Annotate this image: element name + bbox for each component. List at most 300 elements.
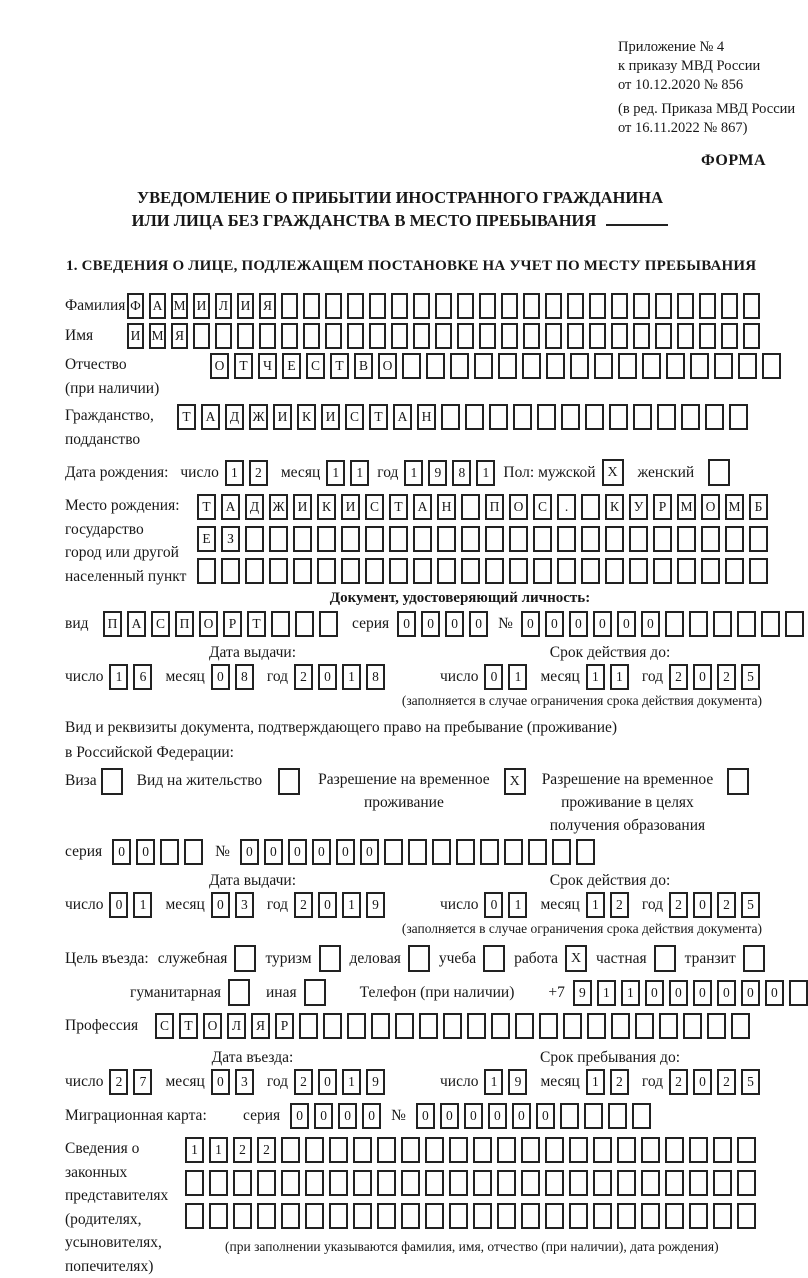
form-cell[interactable] xyxy=(587,1013,606,1039)
form-cell[interactable] xyxy=(737,1137,756,1163)
form-cell[interactable] xyxy=(581,526,600,552)
form-cell[interactable]: Т xyxy=(369,404,388,430)
form-cell[interactable]: 2 xyxy=(669,664,688,690)
form-cell[interactable]: 0 xyxy=(445,611,464,637)
form-cell[interactable]: К xyxy=(317,494,336,520)
form-cell[interactable] xyxy=(609,404,628,430)
form-cell[interactable] xyxy=(259,323,276,349)
form-cell[interactable] xyxy=(523,323,540,349)
form-cell[interactable] xyxy=(323,1013,342,1039)
form-cell[interactable]: 0 xyxy=(314,1103,333,1129)
form-cell[interactable] xyxy=(299,1013,318,1039)
form-cell[interactable] xyxy=(479,293,496,319)
form-cell[interactable] xyxy=(557,526,576,552)
form-cell[interactable]: 5 xyxy=(741,892,760,918)
form-cell[interactable] xyxy=(545,323,562,349)
form-cell[interactable]: 0 xyxy=(264,839,283,865)
form-cell[interactable]: 1 xyxy=(109,664,128,690)
form-cell[interactable] xyxy=(701,526,720,552)
form-cell[interactable] xyxy=(633,404,652,430)
form-cell[interactable] xyxy=(557,558,576,584)
form-cell[interactable] xyxy=(533,558,552,584)
form-cell[interactable] xyxy=(293,558,312,584)
form-cell[interactable] xyxy=(295,611,314,637)
form-cell[interactable]: 0 xyxy=(318,892,337,918)
form-cell[interactable] xyxy=(737,1203,756,1229)
form-cell[interactable]: 0 xyxy=(669,980,688,1006)
form-cell[interactable] xyxy=(594,353,613,379)
form-cell[interactable] xyxy=(329,1137,348,1163)
form-cell[interactable] xyxy=(523,293,540,319)
form-cell[interactable] xyxy=(641,1137,660,1163)
form-cell[interactable]: 0 xyxy=(645,980,664,1006)
form-cell[interactable]: С xyxy=(345,404,364,430)
form-cell[interactable] xyxy=(635,1013,654,1039)
form-cell[interactable]: Т xyxy=(177,404,196,430)
form-cell[interactable]: Т xyxy=(389,494,408,520)
form-cell[interactable]: О xyxy=(509,494,528,520)
form-cell[interactable]: 2 xyxy=(109,1069,128,1095)
form-cell[interactable]: 0 xyxy=(484,892,503,918)
form-cell[interactable] xyxy=(317,558,336,584)
form-cell[interactable]: М xyxy=(725,494,744,520)
form-cell[interactable] xyxy=(425,1203,444,1229)
form-cell[interactable] xyxy=(461,494,480,520)
form-cell[interactable]: С xyxy=(365,494,384,520)
form-cell[interactable] xyxy=(237,323,254,349)
form-cell[interactable]: 0 xyxy=(211,1069,230,1095)
form-cell[interactable] xyxy=(461,526,480,552)
form-cell[interactable] xyxy=(690,353,709,379)
form-cell[interactable] xyxy=(569,1170,588,1196)
form-cell[interactable] xyxy=(473,1137,492,1163)
form-cell[interactable]: 2 xyxy=(717,1069,736,1095)
form-cell[interactable] xyxy=(731,1013,750,1039)
form-cell[interactable] xyxy=(677,558,696,584)
form-cell[interactable] xyxy=(377,1137,396,1163)
form-cell[interactable] xyxy=(665,1203,684,1229)
form-cell[interactable] xyxy=(641,1203,660,1229)
form-cell[interactable] xyxy=(689,1203,708,1229)
form-cell[interactable] xyxy=(611,1013,630,1039)
form-cell[interactable] xyxy=(233,1170,252,1196)
form-cell[interactable] xyxy=(491,1013,510,1039)
form-cell[interactable] xyxy=(617,1137,636,1163)
form-cell[interactable]: 0 xyxy=(464,1103,483,1129)
form-cell[interactable] xyxy=(449,1170,468,1196)
form-cell[interactable]: 6 xyxy=(133,664,152,690)
form-cell[interactable]: 0 xyxy=(512,1103,531,1129)
form-cell[interactable]: И xyxy=(237,293,254,319)
form-cell[interactable] xyxy=(441,404,460,430)
form-cell[interactable] xyxy=(278,768,300,795)
form-cell[interactable]: 0 xyxy=(416,1103,435,1129)
form-cell[interactable] xyxy=(449,1137,468,1163)
form-cell[interactable]: П xyxy=(103,611,122,637)
form-cell[interactable]: 5 xyxy=(741,1069,760,1095)
form-cell[interactable] xyxy=(699,293,716,319)
form-cell[interactable]: К xyxy=(605,494,624,520)
form-cell[interactable]: Р xyxy=(223,611,242,637)
form-cell[interactable] xyxy=(642,353,661,379)
form-cell[interactable]: Ф xyxy=(127,293,144,319)
form-cell[interactable] xyxy=(545,1137,564,1163)
form-cell[interactable] xyxy=(521,1137,540,1163)
form-cell[interactable]: 0 xyxy=(693,1069,712,1095)
form-cell[interactable] xyxy=(305,1137,324,1163)
form-cell[interactable] xyxy=(485,526,504,552)
form-cell[interactable] xyxy=(593,1170,612,1196)
form-cell[interactable] xyxy=(683,1013,702,1039)
form-cell[interactable] xyxy=(560,1103,579,1129)
form-cell[interactable] xyxy=(567,323,584,349)
form-cell[interactable]: X xyxy=(504,768,526,795)
form-cell[interactable] xyxy=(257,1203,276,1229)
form-cell[interactable] xyxy=(197,558,216,584)
form-cell[interactable] xyxy=(617,1170,636,1196)
form-cell[interactable] xyxy=(513,404,532,430)
form-cell[interactable] xyxy=(271,611,290,637)
form-cell[interactable] xyxy=(546,353,565,379)
form-cell[interactable]: 0 xyxy=(211,664,230,690)
form-cell[interactable] xyxy=(369,293,386,319)
form-cell[interactable]: Я xyxy=(259,293,276,319)
form-cell[interactable] xyxy=(281,1170,300,1196)
form-cell[interactable]: 2 xyxy=(610,892,629,918)
form-cell[interactable]: 1 xyxy=(586,664,605,690)
form-cell[interactable]: 1 xyxy=(326,460,345,486)
form-cell[interactable]: Ч xyxy=(258,353,277,379)
form-cell[interactable]: 1 xyxy=(350,460,369,486)
form-cell[interactable] xyxy=(413,558,432,584)
form-cell[interactable]: О xyxy=(210,353,229,379)
form-cell[interactable]: Р xyxy=(275,1013,294,1039)
form-cell[interactable] xyxy=(329,1170,348,1196)
form-cell[interactable] xyxy=(659,1013,678,1039)
form-cell[interactable]: С xyxy=(155,1013,174,1039)
form-cell[interactable]: 1 xyxy=(476,460,495,486)
form-cell[interactable]: 0 xyxy=(362,1103,381,1129)
form-cell[interactable]: Н xyxy=(417,404,436,430)
form-cell[interactable] xyxy=(563,1013,582,1039)
form-cell[interactable] xyxy=(641,1170,660,1196)
form-cell[interactable] xyxy=(629,526,648,552)
form-cell[interactable]: 0 xyxy=(741,980,760,1006)
form-cell[interactable]: 0 xyxy=(336,839,355,865)
form-cell[interactable] xyxy=(293,526,312,552)
form-cell[interactable]: 0 xyxy=(397,611,416,637)
form-cell[interactable] xyxy=(713,1137,732,1163)
form-cell[interactable] xyxy=(545,293,562,319)
form-cell[interactable]: Т xyxy=(247,611,266,637)
form-cell[interactable]: 1 xyxy=(610,664,629,690)
form-cell[interactable]: Ж xyxy=(269,494,288,520)
form-cell[interactable] xyxy=(708,459,730,486)
form-cell[interactable] xyxy=(209,1170,228,1196)
form-cell[interactable] xyxy=(193,323,210,349)
form-cell[interactable]: 2 xyxy=(233,1137,252,1163)
form-cell[interactable] xyxy=(391,293,408,319)
form-cell[interactable]: 1 xyxy=(621,980,640,1006)
form-cell[interactable] xyxy=(450,353,469,379)
form-cell[interactable] xyxy=(725,558,744,584)
form-cell[interactable] xyxy=(457,323,474,349)
form-cell[interactable] xyxy=(305,1170,324,1196)
form-cell[interactable] xyxy=(545,1203,564,1229)
form-cell[interactable]: 0 xyxy=(693,664,712,690)
form-cell[interactable] xyxy=(737,611,756,637)
form-cell[interactable]: А xyxy=(201,404,220,430)
form-cell[interactable] xyxy=(489,404,508,430)
form-cell[interactable] xyxy=(303,293,320,319)
form-cell[interactable] xyxy=(653,526,672,552)
form-cell[interactable] xyxy=(369,323,386,349)
form-cell[interactable]: 8 xyxy=(366,664,385,690)
form-cell[interactable] xyxy=(608,1103,627,1129)
form-cell[interactable] xyxy=(654,945,676,972)
form-cell[interactable] xyxy=(713,611,732,637)
form-cell[interactable]: 9 xyxy=(573,980,592,1006)
form-cell[interactable] xyxy=(245,526,264,552)
form-cell[interactable]: 3 xyxy=(235,892,254,918)
form-cell[interactable]: 0 xyxy=(211,892,230,918)
form-cell[interactable]: 0 xyxy=(693,892,712,918)
form-cell[interactable]: И xyxy=(341,494,360,520)
form-cell[interactable]: Т xyxy=(330,353,349,379)
form-cell[interactable] xyxy=(185,1203,204,1229)
form-cell[interactable]: 9 xyxy=(428,460,447,486)
form-cell[interactable] xyxy=(749,526,768,552)
form-cell[interactable]: 0 xyxy=(521,611,540,637)
form-cell[interactable] xyxy=(215,323,232,349)
form-cell[interactable] xyxy=(413,293,430,319)
form-cell[interactable] xyxy=(509,526,528,552)
form-cell[interactable]: 1 xyxy=(404,460,423,486)
form-cell[interactable] xyxy=(347,323,364,349)
form-cell[interactable] xyxy=(377,1170,396,1196)
form-cell[interactable]: И xyxy=(321,404,340,430)
form-cell[interactable] xyxy=(567,293,584,319)
form-cell[interactable]: И xyxy=(127,323,144,349)
form-cell[interactable]: 2 xyxy=(249,460,268,486)
form-cell[interactable]: О xyxy=(701,494,720,520)
form-cell[interactable] xyxy=(727,768,749,795)
form-cell[interactable] xyxy=(325,293,342,319)
form-cell[interactable]: 8 xyxy=(235,664,254,690)
form-cell[interactable] xyxy=(341,526,360,552)
form-cell[interactable] xyxy=(402,353,421,379)
form-cell[interactable]: В xyxy=(354,353,373,379)
form-cell[interactable] xyxy=(465,404,484,430)
form-cell[interactable] xyxy=(522,353,541,379)
form-cell[interactable] xyxy=(101,768,123,795)
form-cell[interactable]: 0 xyxy=(545,611,564,637)
form-cell[interactable] xyxy=(401,1170,420,1196)
form-cell[interactable] xyxy=(677,526,696,552)
form-cell[interactable]: 0 xyxy=(569,611,588,637)
form-cell[interactable] xyxy=(618,353,637,379)
form-cell[interactable] xyxy=(569,1203,588,1229)
form-cell[interactable]: 7 xyxy=(133,1069,152,1095)
form-cell[interactable] xyxy=(743,323,760,349)
form-cell[interactable]: X xyxy=(602,459,624,486)
form-cell[interactable]: С xyxy=(306,353,325,379)
form-cell[interactable]: П xyxy=(485,494,504,520)
form-cell[interactable] xyxy=(632,1103,651,1129)
form-cell[interactable] xyxy=(761,611,780,637)
form-cell[interactable]: 1 xyxy=(185,1137,204,1163)
form-cell[interactable] xyxy=(629,558,648,584)
form-cell[interactable] xyxy=(467,1013,486,1039)
form-cell[interactable] xyxy=(498,353,517,379)
form-cell[interactable] xyxy=(457,293,474,319)
form-cell[interactable] xyxy=(303,323,320,349)
form-cell[interactable]: 1 xyxy=(508,892,527,918)
form-cell[interactable] xyxy=(483,945,505,972)
form-cell[interactable]: 0 xyxy=(290,1103,309,1129)
form-cell[interactable]: Т xyxy=(197,494,216,520)
form-cell[interactable] xyxy=(737,1170,756,1196)
form-cell[interactable]: Д xyxy=(245,494,264,520)
form-cell[interactable]: 0 xyxy=(288,839,307,865)
form-cell[interactable] xyxy=(221,558,240,584)
form-cell[interactable] xyxy=(317,526,336,552)
form-cell[interactable] xyxy=(743,293,760,319)
form-cell[interactable] xyxy=(269,558,288,584)
form-cell[interactable]: 2 xyxy=(610,1069,629,1095)
form-cell[interactable] xyxy=(537,404,556,430)
form-cell[interactable] xyxy=(449,1203,468,1229)
form-cell[interactable] xyxy=(689,1137,708,1163)
form-cell[interactable]: 0 xyxy=(360,839,379,865)
form-cell[interactable]: А xyxy=(221,494,240,520)
form-cell[interactable] xyxy=(365,526,384,552)
form-cell[interactable] xyxy=(474,353,493,379)
form-cell[interactable] xyxy=(413,526,432,552)
form-cell[interactable] xyxy=(721,293,738,319)
form-cell[interactable] xyxy=(480,839,499,865)
form-cell[interactable] xyxy=(593,1203,612,1229)
form-cell[interactable]: 2 xyxy=(294,664,313,690)
form-cell[interactable] xyxy=(160,839,179,865)
form-cell[interactable]: У xyxy=(629,494,648,520)
form-cell[interactable]: 0 xyxy=(488,1103,507,1129)
form-cell[interactable] xyxy=(401,1203,420,1229)
form-cell[interactable]: Н xyxy=(437,494,456,520)
form-cell[interactable] xyxy=(677,323,694,349)
form-cell[interactable]: М xyxy=(171,293,188,319)
form-cell[interactable] xyxy=(432,839,451,865)
form-cell[interactable]: 0 xyxy=(318,1069,337,1095)
form-cell[interactable] xyxy=(677,293,694,319)
form-cell[interactable] xyxy=(509,558,528,584)
form-cell[interactable]: 0 xyxy=(641,611,660,637)
form-cell[interactable] xyxy=(569,1137,588,1163)
form-cell[interactable] xyxy=(501,293,518,319)
form-cell[interactable] xyxy=(437,526,456,552)
form-cell[interactable] xyxy=(425,1137,444,1163)
form-cell[interactable]: 1 xyxy=(209,1137,228,1163)
form-cell[interactable] xyxy=(479,323,496,349)
form-cell[interactable]: 1 xyxy=(597,980,616,1006)
form-cell[interactable]: Я xyxy=(171,323,188,349)
form-cell[interactable] xyxy=(655,323,672,349)
form-cell[interactable] xyxy=(581,494,600,520)
form-cell[interactable]: Т xyxy=(179,1013,198,1039)
form-cell[interactable]: 0 xyxy=(318,664,337,690)
form-cell[interactable] xyxy=(426,353,445,379)
form-cell[interactable] xyxy=(501,323,518,349)
form-cell[interactable] xyxy=(707,1013,726,1039)
form-cell[interactable]: А xyxy=(413,494,432,520)
form-cell[interactable] xyxy=(729,404,748,430)
form-cell[interactable]: 0 xyxy=(109,892,128,918)
form-cell[interactable] xyxy=(365,558,384,584)
form-cell[interactable]: С xyxy=(151,611,170,637)
form-cell[interactable] xyxy=(689,1170,708,1196)
form-cell[interactable] xyxy=(605,526,624,552)
form-cell[interactable]: 0 xyxy=(136,839,155,865)
form-cell[interactable] xyxy=(456,839,475,865)
form-cell[interactable] xyxy=(699,323,716,349)
form-cell[interactable] xyxy=(319,611,338,637)
form-cell[interactable]: Е xyxy=(197,526,216,552)
form-cell[interactable]: О xyxy=(199,611,218,637)
form-cell[interactable] xyxy=(589,323,606,349)
form-cell[interactable] xyxy=(437,558,456,584)
form-cell[interactable] xyxy=(611,323,628,349)
form-cell[interactable]: Л xyxy=(215,293,232,319)
form-cell[interactable]: 0 xyxy=(617,611,636,637)
form-cell[interactable]: 0 xyxy=(240,839,259,865)
form-cell[interactable] xyxy=(419,1013,438,1039)
form-cell[interactable]: 2 xyxy=(669,892,688,918)
form-cell[interactable] xyxy=(353,1137,372,1163)
form-cell[interactable] xyxy=(245,558,264,584)
form-cell[interactable]: П xyxy=(175,611,194,637)
form-cell[interactable] xyxy=(515,1013,534,1039)
form-cell[interactable]: О xyxy=(203,1013,222,1039)
form-cell[interactable]: 1 xyxy=(484,1069,503,1095)
form-cell[interactable]: Р xyxy=(653,494,672,520)
form-cell[interactable] xyxy=(185,1170,204,1196)
form-cell[interactable] xyxy=(389,558,408,584)
form-cell[interactable] xyxy=(435,293,452,319)
form-cell[interactable] xyxy=(425,1170,444,1196)
form-cell[interactable]: 9 xyxy=(366,892,385,918)
form-cell[interactable] xyxy=(689,611,708,637)
form-cell[interactable]: 0 xyxy=(112,839,131,865)
form-cell[interactable] xyxy=(713,1203,732,1229)
form-cell[interactable] xyxy=(269,526,288,552)
form-cell[interactable]: О xyxy=(378,353,397,379)
form-cell[interactable] xyxy=(605,558,624,584)
form-cell[interactable] xyxy=(443,1013,462,1039)
form-cell[interactable] xyxy=(281,323,298,349)
form-cell[interactable] xyxy=(281,1137,300,1163)
form-cell[interactable]: Д xyxy=(225,404,244,430)
form-cell[interactable] xyxy=(665,1137,684,1163)
form-cell[interactable] xyxy=(785,611,804,637)
form-cell[interactable]: А xyxy=(393,404,412,430)
form-cell[interactable] xyxy=(305,1203,324,1229)
form-cell[interactable] xyxy=(371,1013,390,1039)
form-cell[interactable] xyxy=(533,526,552,552)
form-cell[interactable] xyxy=(184,839,203,865)
form-cell[interactable]: 2 xyxy=(294,1069,313,1095)
form-cell[interactable]: И xyxy=(273,404,292,430)
form-cell[interactable]: 1 xyxy=(342,892,361,918)
